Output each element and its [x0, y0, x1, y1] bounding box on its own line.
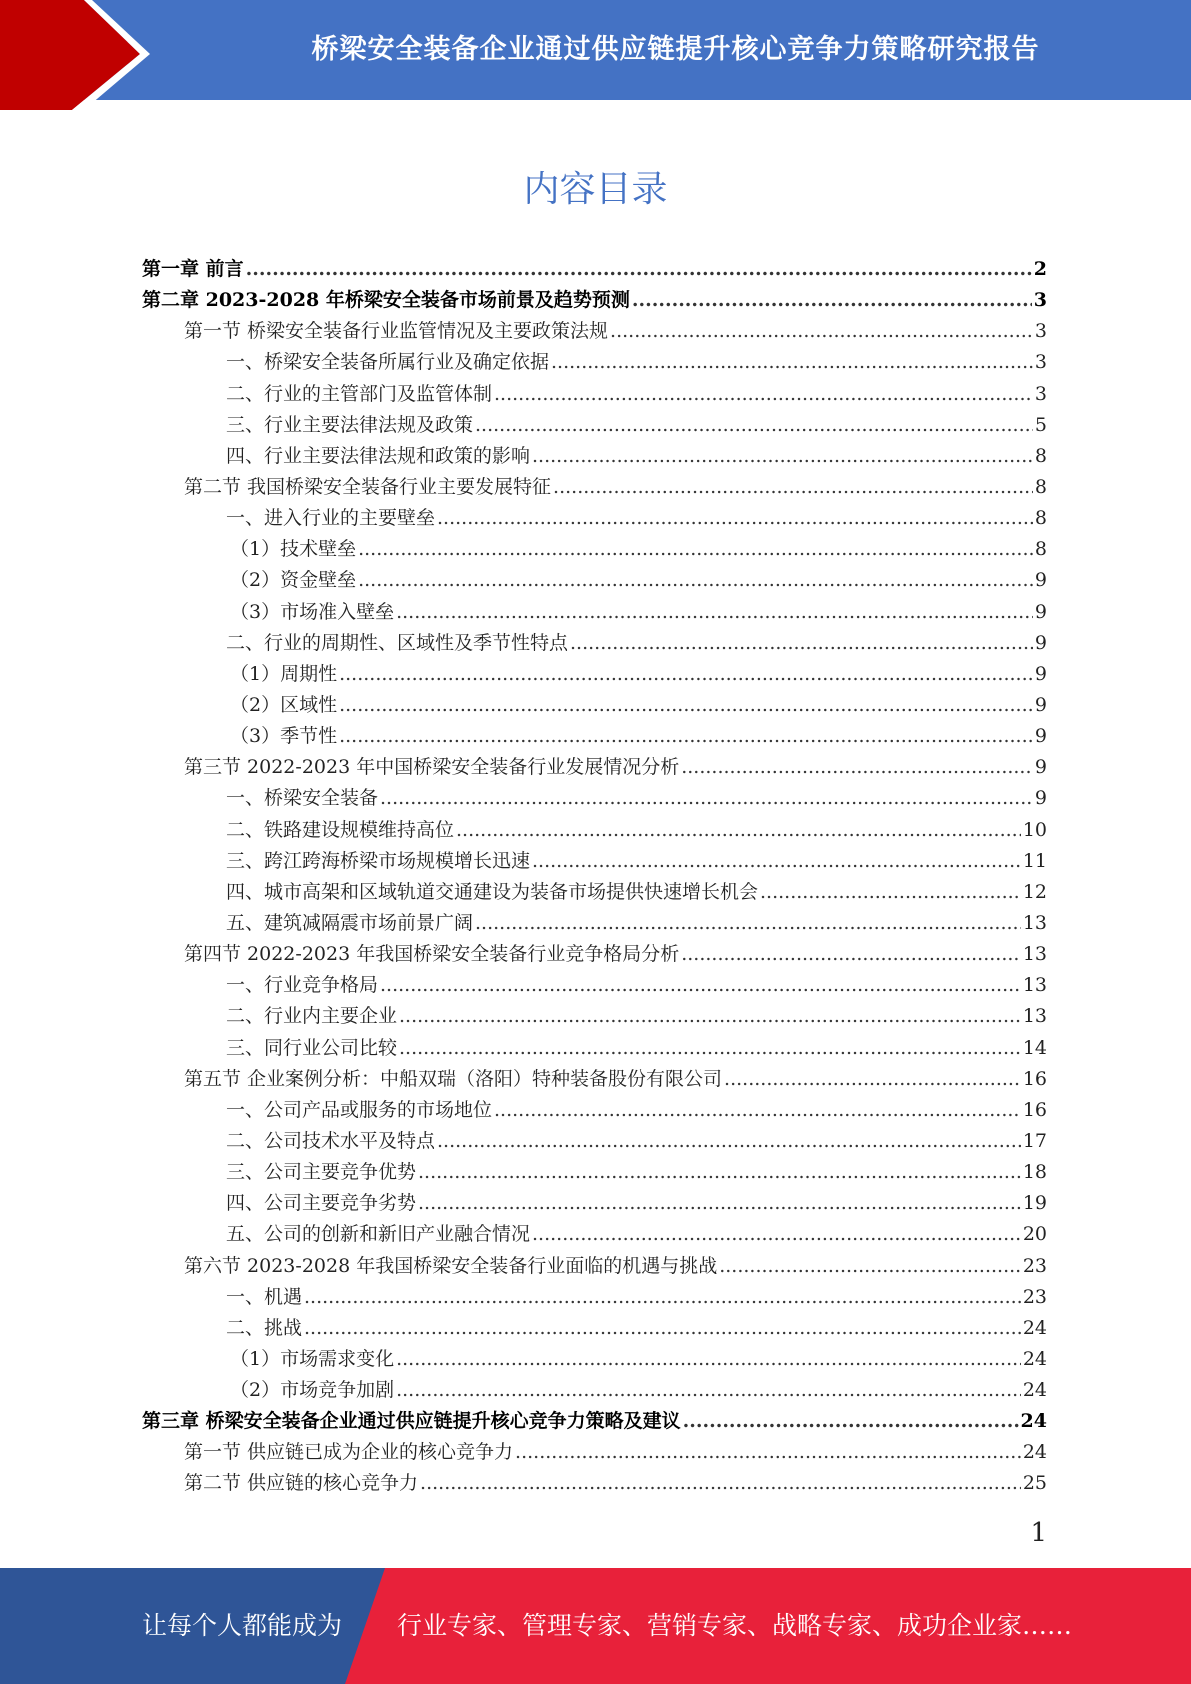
toc-entry[interactable]: [142, 783, 1047, 814]
toc-entry-page: 20: [1022, 1223, 1047, 1246]
toc-dot-leader: [610, 320, 1033, 342]
toc-entry-page: 24: [1022, 1441, 1047, 1464]
toc-entry-text: 二、行业的主管部门及监管体制: [226, 382, 493, 405]
toc-entry[interactable]: [142, 690, 1047, 721]
toc-entry-text: 一、桥梁安全装备: [226, 787, 379, 810]
toc-dot-leader: [681, 943, 1021, 965]
toc-entry-page: 25: [1022, 1472, 1047, 1495]
page-footer: [0, 1568, 1191, 1684]
toc-dot-leader: [719, 1255, 1021, 1277]
toc-entry-page: 13: [1022, 1005, 1047, 1028]
toc-entry-text: 四、公司主要竞争劣势: [226, 1192, 417, 1215]
toc-entry-text: 三、公司主要竞争优势: [226, 1161, 417, 1184]
toc-entry-page: 3: [1034, 351, 1047, 374]
toc-entry-text: 第二章 2023-2028 年桥梁安全装备市场前景及趋势预测: [142, 289, 630, 312]
toc-entry-text: （2）市场竞争加剧: [230, 1379, 395, 1402]
toc-dot-leader: [724, 1068, 1021, 1090]
toc-dot-leader: [420, 1472, 1021, 1494]
toc-dot-leader: [380, 974, 1021, 996]
toc-entry-page: 3: [1033, 289, 1047, 312]
toc-entry[interactable]: [142, 908, 1047, 939]
toc-entry-page: 9: [1034, 725, 1047, 748]
page-number: 1: [1030, 1518, 1047, 1548]
toc-dot-leader: [380, 787, 1033, 809]
toc-entry-page: 9: [1034, 787, 1047, 810]
toc-entry-text: 四、城市高架和区域轨道交通建设为装备市场提供快速增长机会: [226, 880, 759, 903]
toc-entry-text: 第一章 前言: [142, 258, 244, 280]
toc-entry-page: 19: [1022, 1192, 1047, 1215]
toc-entry-page: 24: [1022, 1316, 1047, 1339]
header-red-chevron: [0, 0, 140, 110]
toc-entry[interactable]: [142, 939, 1047, 970]
toc-dot-leader: [358, 538, 1033, 560]
toc-entry-text: 二、行业内主要企业: [226, 1005, 398, 1028]
toc-entry-text: （2）区域性: [230, 693, 338, 716]
toc-dot-leader: [494, 383, 1033, 405]
toc-entry-page: 9: [1034, 693, 1047, 716]
toc-dot-leader: [632, 289, 1032, 311]
toc-dot-leader: [396, 1348, 1021, 1370]
toc-dot-leader: [553, 476, 1033, 498]
toc-entry[interactable]: [142, 1406, 1047, 1437]
toc-entry[interactable]: [142, 254, 1047, 285]
toc-entry-text: 第二节 供应链的核心竞争力: [184, 1472, 419, 1495]
toc-entry-text: 三、行业主要法律法规及政策: [226, 413, 474, 436]
toc-entry-text: （3）市场准入壁垒: [230, 600, 395, 623]
toc-dot-leader: [532, 850, 1021, 872]
toc-entry-text: 二、公司技术水平及特点: [226, 1129, 436, 1152]
toc-entry-page: 8: [1034, 538, 1047, 561]
toc-dot-leader: [681, 756, 1033, 778]
toc-entry[interactable]: [142, 1095, 1047, 1126]
header-underline: [0, 100, 1191, 110]
toc-entry[interactable]: [142, 347, 1047, 378]
toc-entry[interactable]: [142, 1188, 1047, 1219]
toc-dot-leader: [246, 258, 1032, 280]
toc-entry-page: 3: [1034, 382, 1047, 405]
toc-entry-text: 一、进入行业的主要壁垒: [226, 507, 436, 530]
toc-entry-text: 二、挑战: [226, 1316, 303, 1339]
page-header: [0, 0, 1191, 110]
toc-dot-leader: [456, 819, 1021, 841]
toc-entry[interactable]: [142, 379, 1047, 410]
toc-entry-page: 9: [1034, 756, 1047, 779]
toc-dot-leader: [475, 414, 1033, 436]
toc-dot-leader: [399, 1005, 1021, 1027]
toc-entry-page: 13: [1022, 943, 1047, 966]
toc-dot-leader: [418, 1192, 1021, 1214]
toc-entry[interactable]: [142, 285, 1047, 316]
toc-entry[interactable]: [142, 316, 1047, 347]
toc-dot-leader: [304, 1286, 1021, 1308]
toc-dot-leader: [339, 725, 1033, 747]
toc-entry-page: 14: [1022, 1036, 1047, 1059]
toc-entry[interactable]: [142, 1282, 1047, 1313]
toc-entry-page: 9: [1034, 569, 1047, 592]
toc-dot-leader: [437, 1130, 1021, 1152]
toc-dot-leader: [396, 1379, 1021, 1401]
toc-entry-text: 第五节 企业案例分析：中船双瑞（洛阳）特种装备股份有限公司: [184, 1067, 723, 1090]
toc-entry-page: 5: [1034, 413, 1047, 436]
toc-dot-leader: [570, 632, 1033, 654]
toc-entry[interactable]: [142, 1375, 1047, 1406]
toc-dot-leader: [339, 663, 1033, 685]
toc-dot-leader: [399, 1037, 1021, 1059]
table-of-contents: [142, 254, 1047, 1500]
toc-entry-page: 17: [1022, 1129, 1047, 1152]
toc-entry-page: 23: [1022, 1254, 1047, 1277]
toc-entry-page: 13: [1022, 974, 1047, 997]
toc-entry[interactable]: [142, 1126, 1047, 1157]
toc-entry[interactable]: [142, 597, 1047, 628]
toc-entry-text: 第六节 2023-2028 年我国桥梁安全装备行业面临的机遇与挑战: [184, 1254, 718, 1277]
toc-dot-leader: [475, 912, 1021, 934]
toc-entry-page: 9: [1034, 662, 1047, 685]
toc-entry-text: 五、建筑减隔震市场前景广阔: [226, 911, 474, 934]
toc-entry-text: 五、公司的创新和新旧产业融合情况: [226, 1223, 531, 1246]
toc-entry-text: 第二节 我国桥梁安全装备行业主要发展特征: [184, 475, 552, 498]
toc-entry[interactable]: [142, 441, 1047, 472]
toc-entry-page: 13: [1022, 911, 1047, 934]
toc-dot-leader: [494, 1099, 1021, 1121]
toc-entry-text: 二、铁路建设规模维持高位: [226, 818, 455, 841]
toc-entry-page: 2: [1033, 258, 1047, 280]
toc-dot-leader: [532, 1223, 1021, 1245]
toc-entry-text: 第四节 2022-2023 年我国桥梁安全装备行业竞争格局分析: [184, 943, 680, 966]
toc-entry[interactable]: [142, 1064, 1047, 1095]
toc-entry[interactable]: [142, 1033, 1047, 1064]
footer-slogan-left: 让每个人都能成为: [142, 1611, 343, 1640]
toc-dot-leader: [515, 1441, 1021, 1463]
toc-entry[interactable]: [142, 1313, 1047, 1344]
toc-entry[interactable]: [142, 970, 1047, 1001]
toc-entry-page: 10: [1022, 818, 1047, 841]
toc-dot-leader: [339, 694, 1033, 716]
toc-entry[interactable]: [142, 721, 1047, 752]
toc-entry-text: 一、行业竞争格局: [226, 974, 379, 997]
toc-entry-page: 24: [1022, 1347, 1047, 1370]
toc-entry-text: 第三章 桥梁安全装备企业通过供应链提升核心竞争力策略及建议: [142, 1410, 681, 1433]
toc-dot-leader: [683, 1410, 1019, 1432]
toc-entry[interactable]: [142, 472, 1047, 503]
toc-entry-page: 18: [1022, 1161, 1047, 1184]
toc-entry[interactable]: [142, 410, 1047, 441]
toc-dot-leader: [437, 507, 1033, 529]
toc-entry-text: 一、公司产品或服务的市场地位: [226, 1098, 493, 1121]
toc-entry[interactable]: [142, 752, 1047, 783]
toc-entry[interactable]: [142, 1219, 1047, 1250]
toc-entry-text: （1）市场需求变化: [230, 1347, 395, 1370]
toc-entry-page: 8: [1034, 444, 1047, 467]
toc-entry-page: 8: [1034, 507, 1047, 530]
toc-entry-page: 9: [1034, 631, 1047, 654]
toc-entry-page: 24: [1020, 1410, 1047, 1433]
header-title: 桥梁安全装备企业通过供应链提升核心竞争力策略研究报告: [311, 34, 1040, 65]
toc-entry-page: 12: [1022, 880, 1047, 903]
footer-slogan-right: 行业专家、管理专家、营销专家、战略专家、成功企业家……: [397, 1611, 1073, 1640]
toc-entry-text: 第一节 供应链已成为企业的核心竞争力: [184, 1441, 514, 1464]
toc-entry-page: 8: [1034, 475, 1047, 498]
toc-dot-leader: [304, 1317, 1021, 1339]
toc-entry[interactable]: [142, 815, 1047, 846]
toc-dot-leader: [760, 881, 1021, 903]
toc-entry-text: 三、跨江跨海桥梁市场规模增长迅速: [226, 849, 531, 872]
toc-entry-text: 一、机遇: [226, 1285, 303, 1308]
toc-entry[interactable]: [142, 565, 1047, 596]
toc-entry[interactable]: [142, 1001, 1047, 1032]
toc-entry[interactable]: [142, 1437, 1047, 1468]
toc-entry-page: 9: [1034, 600, 1047, 623]
toc-entry[interactable]: [142, 846, 1047, 877]
toc-entry-page: 11: [1022, 849, 1047, 872]
toc-entry-page: 3: [1034, 320, 1047, 343]
toc-entry-text: （1）周期性: [230, 662, 338, 685]
toc-dot-leader: [396, 601, 1033, 623]
toc-entry[interactable]: [142, 1344, 1047, 1375]
toc-entry[interactable]: [142, 1468, 1047, 1499]
toc-title: 内容目录: [523, 169, 668, 210]
toc-entry-text: 一、桥梁安全装备所属行业及确定依据: [226, 351, 550, 374]
toc-entry-text: 二、行业的周期性、区域性及季节性特点: [226, 631, 569, 654]
toc-entry[interactable]: [142, 659, 1047, 690]
toc-entry[interactable]: [142, 628, 1047, 659]
toc-entry-page: 24: [1022, 1379, 1047, 1402]
toc-dot-leader: [551, 351, 1033, 373]
toc-entry-text: 第一节 桥梁安全装备行业监管情况及主要政策法规: [184, 320, 609, 343]
toc-dot-leader: [358, 569, 1033, 591]
toc-entry-text: 第三节 2022-2023 年中国桥梁安全装备行业发展情况分析: [184, 756, 680, 779]
toc-entry-page: 16: [1022, 1067, 1047, 1090]
toc-entry[interactable]: [142, 877, 1047, 908]
toc-entry-text: （1）技术壁垒: [230, 538, 357, 561]
toc-entry-text: （3）季节性: [230, 725, 338, 748]
toc-entry[interactable]: [142, 1251, 1047, 1282]
toc-dot-leader: [532, 445, 1033, 467]
toc-entry-text: （2）资金壁垒: [230, 569, 357, 592]
toc-dot-leader: [418, 1161, 1021, 1183]
toc-entry-text: 四、行业主要法律法规和政策的影响: [226, 444, 531, 467]
toc-entry-page: 23: [1022, 1285, 1047, 1308]
toc-entry[interactable]: [142, 503, 1047, 534]
toc-entry-page: 16: [1022, 1098, 1047, 1121]
toc-entry[interactable]: [142, 534, 1047, 565]
toc-entry-text: 三、同行业公司比较: [226, 1036, 398, 1059]
toc-entry[interactable]: [142, 1157, 1047, 1188]
